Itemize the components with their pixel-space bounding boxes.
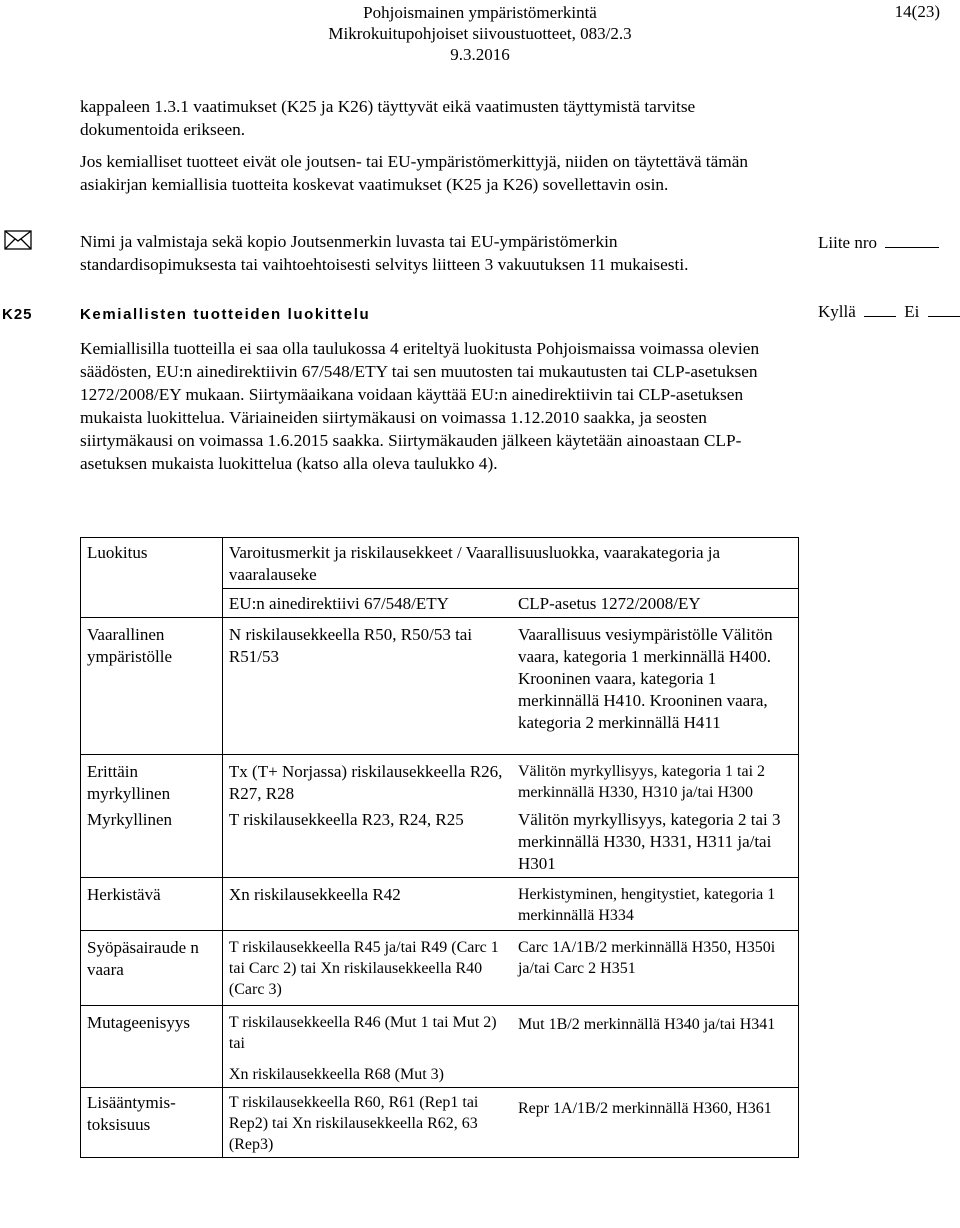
table-row: Erittäin myrkyllinen Tx (T+ Norjassa) riskilausekkeella R26, R27, R28 Välitön myrkyllisyys, kategoria 1 tai 2 merkinnällä H330, H310 ja/tai H300 — [81, 755, 799, 808]
table-header-row — [81, 538, 799, 589]
classification-table — [80, 537, 799, 1158]
requirement-code: K25 — [2, 306, 33, 323]
attachment-number-field — [818, 233, 939, 253]
header-title: Pohjoismainen ympäristömerkintä — [363, 3, 597, 22]
table-row: Mutageenisyys T riskilausekkeella R46 (Mut 1 tai Mut 2) tai Xn riskilausekkeella R68 (Mut 3) Mut 1B/2 merkinnällä H340 ja/tai H341 — [81, 1006, 799, 1088]
table-subheader-eu: EU:n ainedirektiivi 67/548/ETY — [222, 589, 512, 618]
table-header-warning: Varoitusmerkit ja riskilausekkeet / Vaarallisuusluokka, vaarakategoria ja vaaralauseke — [222, 538, 798, 589]
table-subheader-row — [81, 589, 799, 618]
table-row: Lisääntymis- toksisuus T riskilausekkeella R60, R61 (Rep1 tai Rep2) tai Xn riskilausekkeella R62, 63 (Rep3) Repr 1A/1B/2 merkinnällä H360, H361 — [81, 1088, 799, 1158]
table-header-luokitus: Luokitus — [81, 538, 223, 589]
header-subtitle: Mikrokuitupohjoiset siivoustuotteet, 083/2.3 — [328, 24, 632, 43]
envelope-icon — [4, 230, 32, 255]
no-label: Ei — [904, 302, 920, 321]
attachment-number-blank[interactable] — [885, 233, 939, 248]
yes-label: Kyllä — [818, 302, 856, 321]
table-row: Myrkyllinen T riskilausekkeella R23, R24, R25 Välitön myrkyllisyys, kategoria 2 tai 3 merkinnällä H330, H331, H311 ja/tai H301 — [81, 807, 799, 878]
table-row: Vaarallinen ympäristölle N riskilausekkeella R50, R50/53 tai R51/53 Vaarallisuus vesiympäristölle Välitön vaara, kategoria 1 merkinnällä H400. Krooninen vaara, kategoria 1 merkinnällä H410. Krooninen vaara, kategoria 2 merkinnällä H411 — [81, 618, 799, 755]
attachment-number-label: Liite nro — [818, 233, 878, 252]
intro-paragraph-2: Jos kemialliset tuotteet eivät ole joutsen- tai EU-ympäristömerkittyjä, niiden on täytettävä tämän asiakirjan kemiallisia tuotteita koskevat vaatimukset (K25 ja K26) sovellettavin osin. — [80, 152, 749, 194]
intro-paragraph-1: kappaleen 1.3.1 vaatimukset (K25 ja K26) täyttyvät eikä vaatimusten täyttymistä tarvitse dokumentoida erikseen. — [80, 97, 696, 139]
requirement-title: Kemiallisten tuotteiden luokittelu — [80, 306, 371, 323]
documentation-requirement: Nimi ja valmistaja sekä kopio Joutsenmerkin luvasta tai EU-ympäristömerkin standardisopimuksesta tai vaihtoehtoisesti selvitys liitteen 3 vakuutuksen 11 mukaisesti. — [80, 232, 689, 274]
table-subheader-clp: CLP-asetus 1272/2008/EY — [512, 589, 799, 618]
header-date: 9.3.2016 — [450, 45, 510, 64]
requirement-body: Kemiallisilla tuotteilla ei saa olla taulukossa 4 eriteltyä luokitusta Pohjoismaissa voimassa olevien säädösten, EU:n ainedirektiivin 67/548/ETY tai sen muutosten tai mukautusten tai CLP-asetuksen 1272/2008/EY mukaan. Siirtymäaikana voidaan käyttää EU:n ainedirektiivin tai CLP-asetuksen mukaista luokittelua. Väriaineiden siirtymäkausi on voimassa 1.12.2010 saakka, ja seosten siirtymäkausi on voimassa 1.6.2015 saakka. Siirtymäkauden jälkeen käytetään ainoastaan CLP-asetuksen mukaista luokittelua (katso alla oleva taulukko 4). — [80, 339, 760, 473]
table-row: Herkistävä Xn riskilausekkeella R42 Herkistyminen, hengitystiet, kategoria 1 merkinnällä H334 — [81, 878, 799, 931]
yes-no-field — [818, 302, 960, 322]
page-number: 14(23) — [894, 2, 940, 21]
yes-blank[interactable] — [864, 302, 896, 317]
table-row: Syöpäsairaude n vaara T riskilausekkeella R45 ja/tai R49 (Carc 1 tai Carc 2) tai Xn riskilausekkeella R40 (Carc 3) Carc 1A/1B/2 merkinnällä H350, H350i ja/tai Carc 2 H351 — [81, 931, 799, 1006]
no-blank[interactable] — [928, 302, 960, 317]
